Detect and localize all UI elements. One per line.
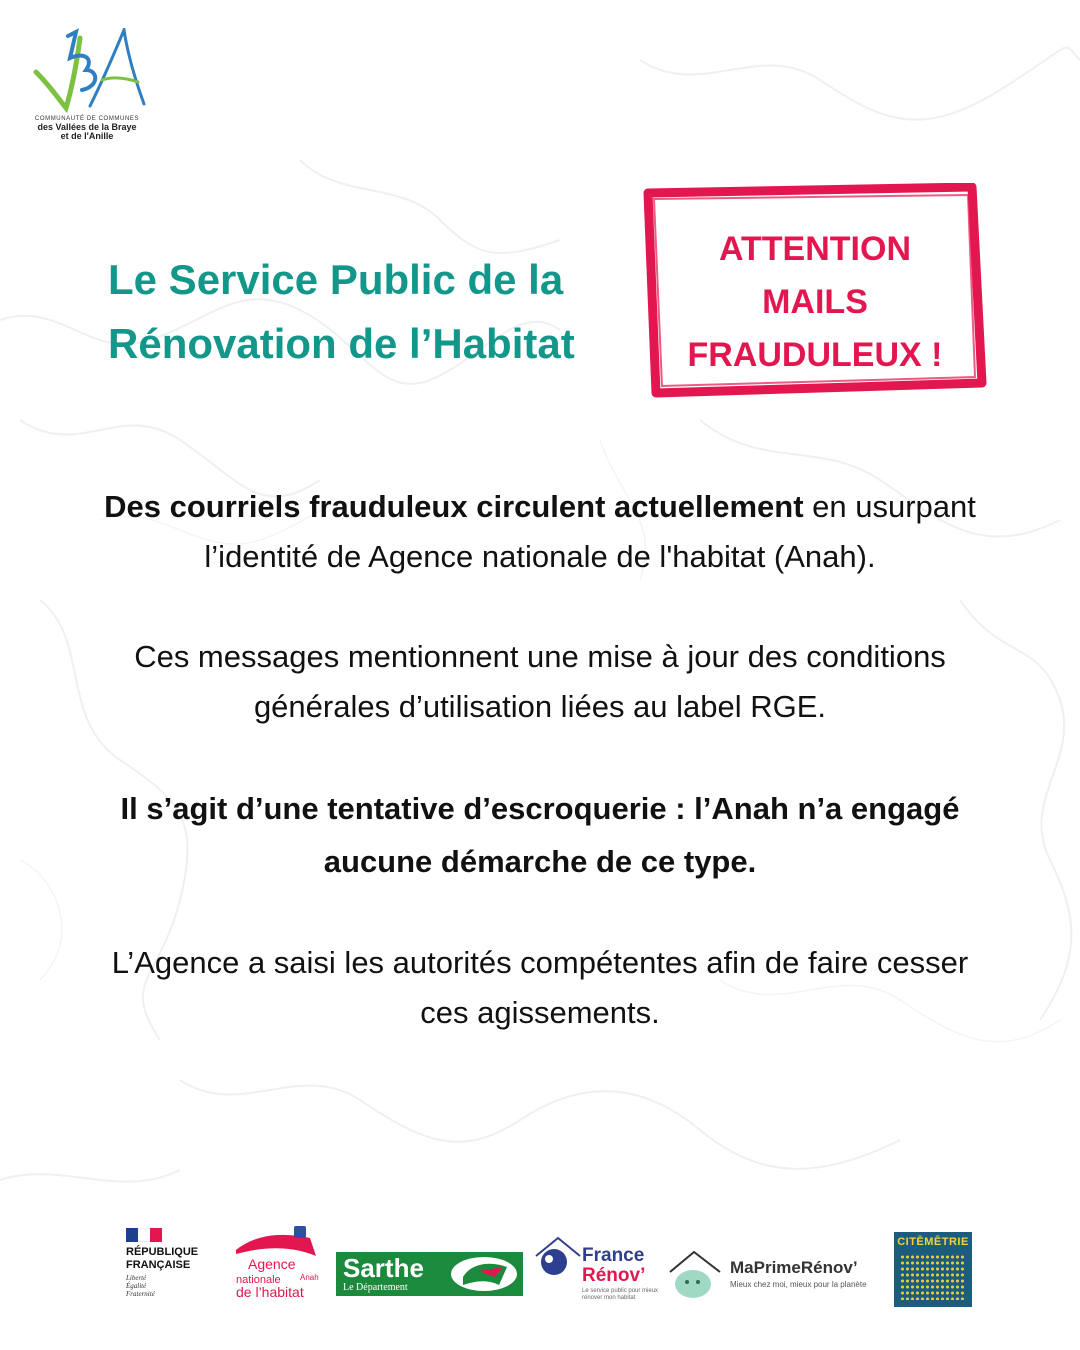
- sarthe-logo: [336, 1252, 523, 1296]
- logo-line-1: COMMUNAUTÉ DE COMMUNES: [34, 116, 140, 122]
- mpr-tagline: Mieux chez moi, mieux pour la planète: [730, 1280, 867, 1289]
- citemetrie-name: CITĒMĒTRIE: [897, 1236, 969, 1248]
- fr-tagline: Le service public pour mieux rénover mon habitat: [582, 1288, 659, 1301]
- warning-stamp: [642, 183, 988, 398]
- paragraph-1-bold: Des courriels frauduleux circulent actuellement: [104, 489, 804, 524]
- maprimerenov-logo: [666, 1246, 886, 1306]
- title-line-1: Le Service Public de la: [108, 256, 564, 303]
- paragraph-3: Il s’agit d’une tentative d’escroquerie : l’Anah n’a engagé aucune démarche de ce type.: [120, 791, 960, 879]
- page-title: [108, 248, 628, 376]
- community-logo: [24, 28, 154, 148]
- rf-line-1: RÉPUBLIQUE: [126, 1246, 199, 1258]
- citemetrie-pattern-icon: [900, 1254, 966, 1300]
- mpr-name: MaPrimeRénov’: [730, 1258, 858, 1277]
- anah-line-3: de l’habitat: [236, 1284, 304, 1300]
- rf-line-2: FRANÇAISE: [126, 1259, 191, 1271]
- stamp-line-3: FRAUDULEUX !: [687, 336, 943, 374]
- citemetrie-logo: [894, 1232, 972, 1307]
- paragraph-2: Ces messages mentionnent une mise à jour des conditions générales d’utilisation liées au label RGE.: [134, 639, 946, 724]
- fr-line-2: Rénov’: [582, 1265, 646, 1286]
- france-renov-logo: [534, 1234, 674, 1314]
- rf-motto-3: Fraternité: [126, 1290, 155, 1298]
- title-line-2: Rénovation de l’Habitat: [108, 320, 575, 367]
- paragraph-1-rest: en usurpant l’identité de Agence nationale de l'habitat (Anah).: [204, 489, 976, 574]
- rf-motto-1: Liberté: [126, 1274, 147, 1282]
- fr-line-1: France: [582, 1245, 645, 1266]
- paragraph-1: [100, 482, 980, 582]
- body-text: [100, 482, 980, 1038]
- sarthe-emblem-icon: [449, 1255, 519, 1293]
- maprimerenov-house-icon: [666, 1246, 724, 1300]
- france-renov-house-icon: [534, 1234, 582, 1284]
- anah-line-1: Agence: [248, 1256, 296, 1272]
- sarthe-name: Sarthe: [343, 1253, 424, 1283]
- anah-logo: [232, 1224, 326, 1304]
- sarthe-sub: Le Département: [343, 1282, 408, 1293]
- partner-logos: [0, 1220, 1080, 1320]
- republique-francaise-logo: [126, 1228, 226, 1298]
- stamp-line-1: ATTENTION: [718, 230, 911, 268]
- logo-line-2: des Vallées de la Braye: [37, 121, 137, 132]
- vba-logo-icon: [32, 28, 148, 114]
- anah-line-2: nationale: [236, 1274, 281, 1286]
- logo-line-3: et de l'Anille: [60, 131, 114, 142]
- rf-motto-2: Égalité: [126, 1282, 147, 1290]
- stamp-line-2: MAILS: [762, 283, 868, 321]
- paragraph-4: L’Agence a saisi les autorités compétentes afin de faire cesser ces agissements.: [111, 945, 969, 1030]
- anah-tag: Anah: [300, 1273, 319, 1282]
- french-flag-icon: [126, 1228, 162, 1242]
